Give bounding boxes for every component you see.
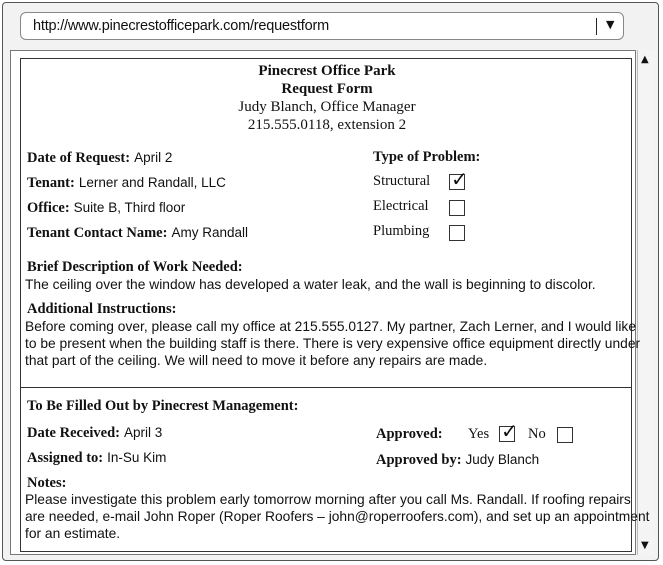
date-of-request-row xyxy=(27,149,172,167)
instructions-label: Additional Instructions: xyxy=(27,301,177,317)
tenant-label: Tenant: xyxy=(27,175,75,191)
yes-label: Yes xyxy=(468,426,490,442)
description-label: Brief Description of Work Needed: xyxy=(27,259,243,275)
phone-line: 215.555.0118, extension 2 xyxy=(247,117,407,133)
office-value: Suite B, Third floor xyxy=(73,200,186,215)
instructions-line: Before coming over, please call my office at 215.555.0127. My partner, Zach Lerner, and I would like xyxy=(25,319,636,334)
structural-label: Structural xyxy=(373,173,431,189)
assigned-value: In-Su Kim xyxy=(107,450,167,465)
date-of-request-value: April 2 xyxy=(134,150,173,165)
request-form xyxy=(20,58,641,388)
no-label: No xyxy=(528,426,546,442)
form-title: Pinecrest Office Park xyxy=(258,63,396,79)
approved-by-row xyxy=(376,451,539,469)
contact-label: Tenant Contact Name: xyxy=(27,225,168,241)
office-row xyxy=(27,199,185,217)
notes-line: for an estimate. xyxy=(25,526,121,541)
scroll-up-arrow-icon[interactable]: ▲ xyxy=(641,54,649,65)
date-of-request-label: Date of Request: xyxy=(27,150,131,166)
structural-checkbox[interactable] xyxy=(449,167,468,191)
contact-row xyxy=(27,224,248,242)
type-of-problem-label: Type of Problem: xyxy=(373,149,481,165)
assigned-label: Assigned to: xyxy=(27,450,104,466)
description-text: The ceiling over the window has developed a water leak, and the wall is beginning to discolor. xyxy=(25,277,596,292)
date-received-label: Date Received: xyxy=(27,425,120,441)
checkmark-icon: ✓ xyxy=(501,419,518,443)
tenant-row xyxy=(27,174,226,192)
contact-value: Amy Randall xyxy=(171,225,248,240)
scroll-down-arrow-icon[interactable]: ▼ xyxy=(641,540,649,551)
yes-checkbox[interactable] xyxy=(499,419,518,443)
form-subtitle: Request Form xyxy=(281,81,373,97)
vertical-scrollbar[interactable] xyxy=(637,50,655,555)
management-heading: To Be Filled Out by Pinecrest Management: xyxy=(27,398,299,414)
manager-line: Judy Blanch, Office Manager xyxy=(238,99,416,115)
address-bar[interactable] xyxy=(20,12,624,40)
instructions-line: that part of the ceiling. We will need to move it before any repairs are made. xyxy=(25,353,488,368)
plumbing-checkbox[interactable] xyxy=(449,225,465,241)
instructions-line: to be present when the building staff is there. There is very expensive office equipment directly under xyxy=(25,336,641,351)
address-bar-divider xyxy=(596,18,597,35)
notes-line: are needed, e-mail John Roper (Roper Roofers – john@roperroofers.com), and set up an appointment xyxy=(25,509,650,524)
management-section xyxy=(20,387,650,552)
plumbing-label: Plumbing xyxy=(373,223,430,239)
approved-label: Approved: xyxy=(376,426,443,442)
date-received-value: April 3 xyxy=(124,425,163,440)
checkmark-icon: ✓ xyxy=(451,167,468,191)
tenant-value: Lerner and Randall, LLC xyxy=(78,175,226,190)
date-received-row xyxy=(27,424,162,442)
no-checkbox[interactable] xyxy=(557,427,573,443)
dropdown-arrow-icon[interactable]: ▼ xyxy=(606,18,615,31)
office-label: Office: xyxy=(27,200,70,216)
electrical-label: Electrical xyxy=(373,198,429,214)
electrical-checkbox[interactable] xyxy=(449,200,465,216)
approved-by-label: Approved by: xyxy=(376,452,462,468)
assigned-row xyxy=(27,449,166,467)
approved-by-value: Judy Blanch xyxy=(465,452,540,467)
notes-line: Please investigate this problem early tomorrow morning after you call Ms. Randall. If roofing repairs xyxy=(25,492,631,507)
notes-label: Notes: xyxy=(27,475,67,491)
url-text[interactable]: http://www.pinecrestofficepark.com/requestform xyxy=(33,18,329,34)
